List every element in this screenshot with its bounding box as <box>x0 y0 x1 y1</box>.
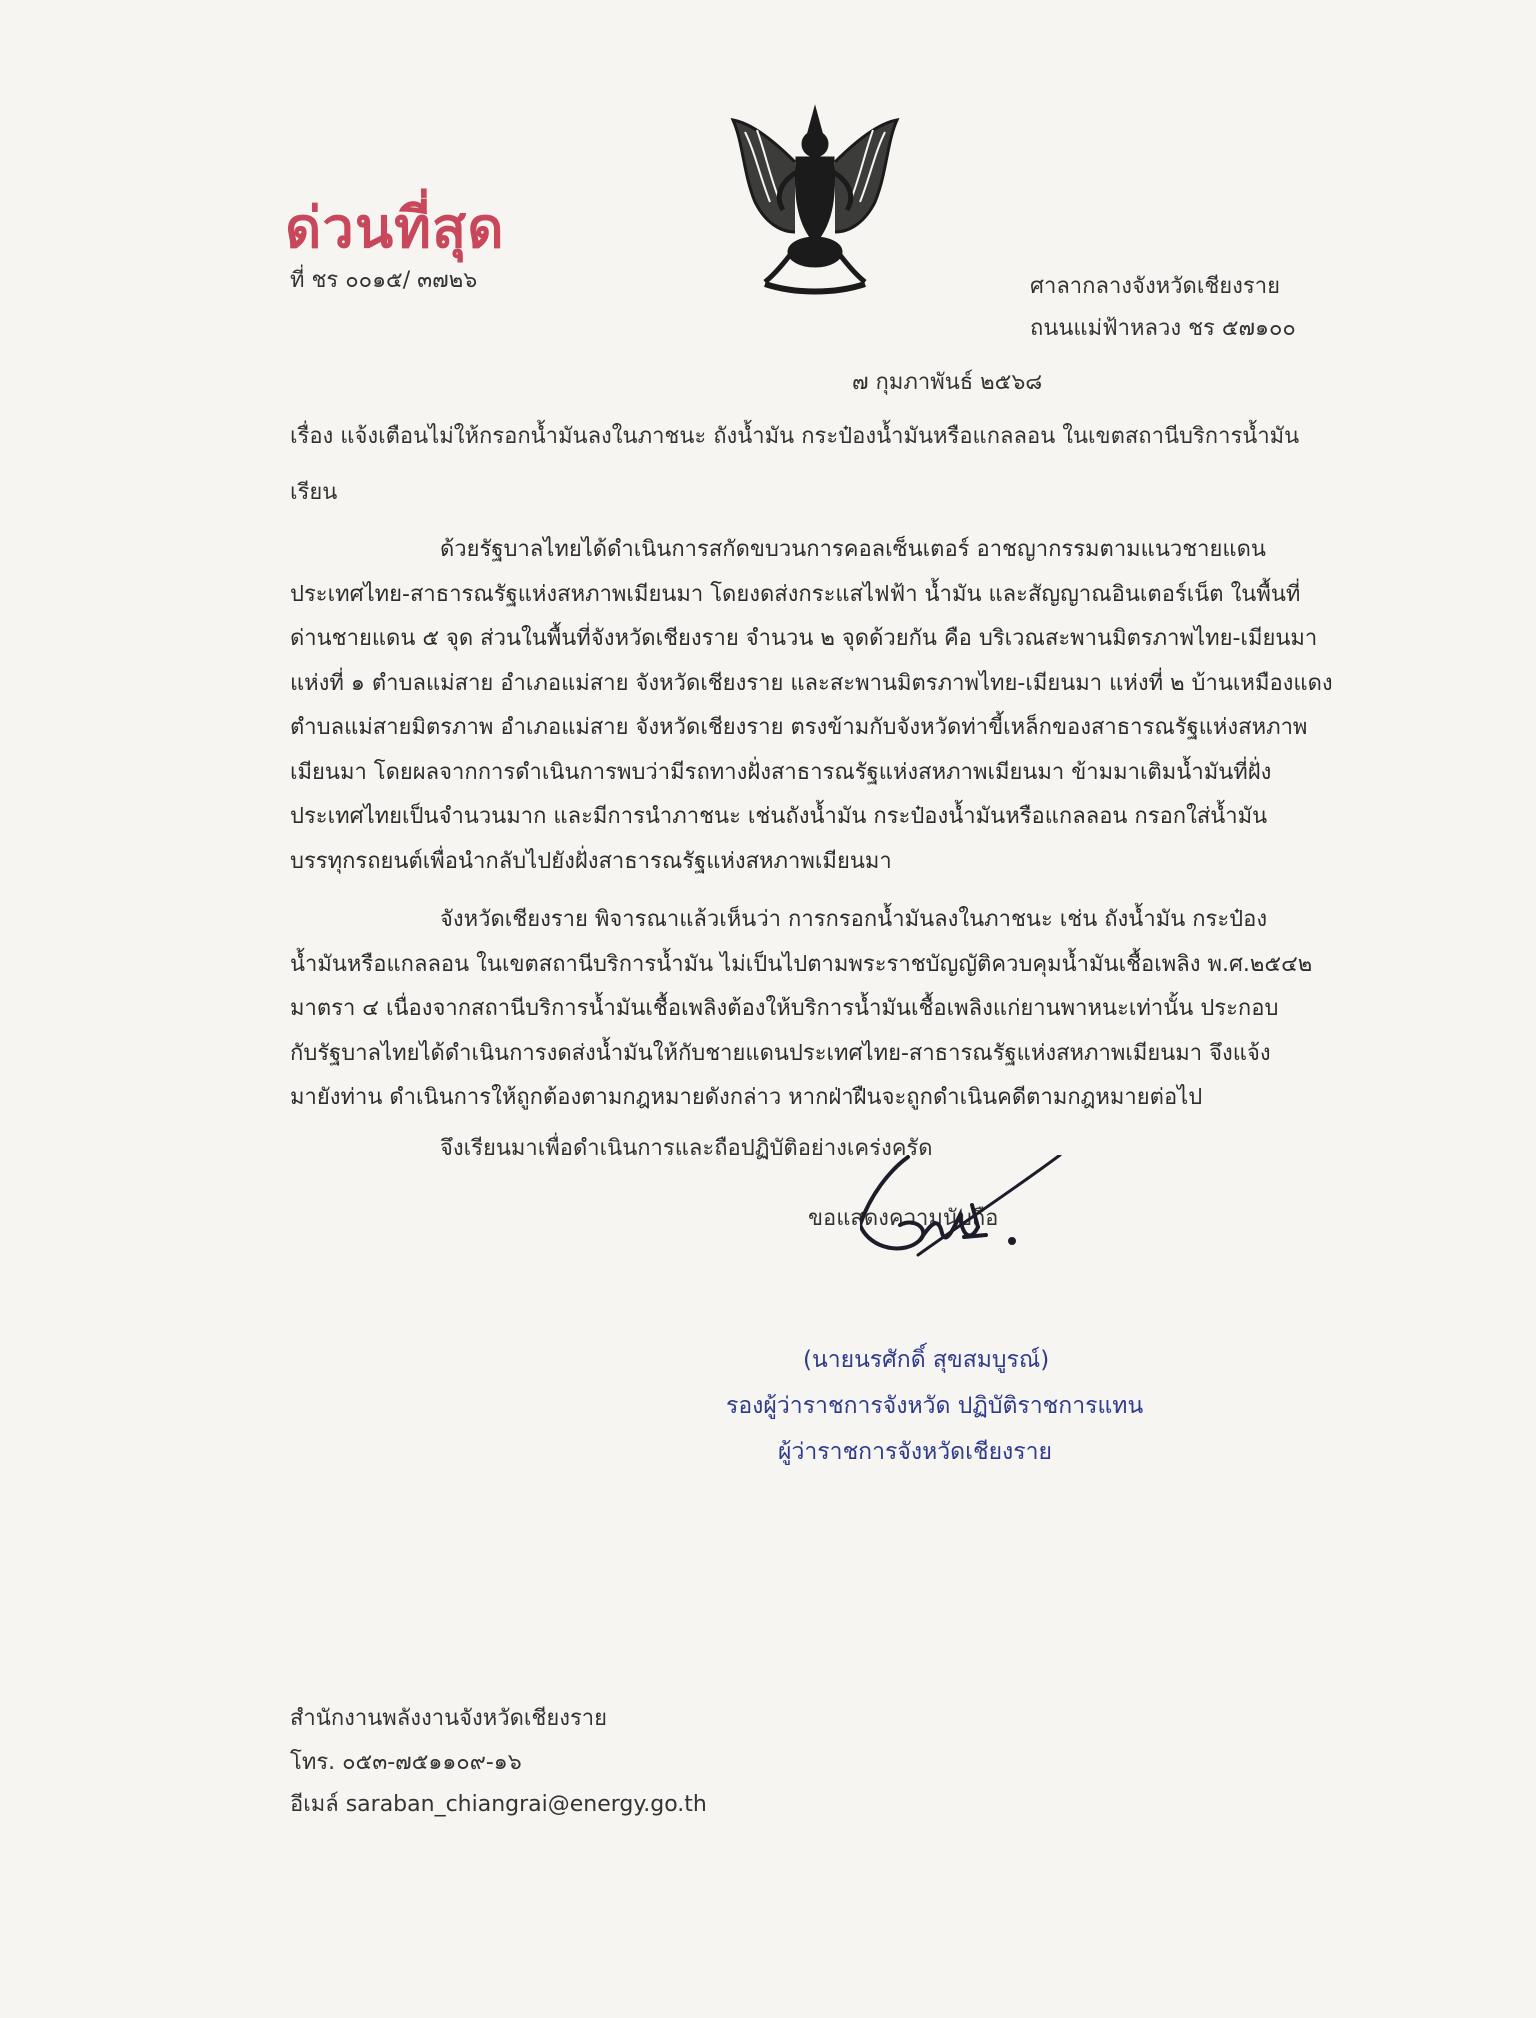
signatory-position-line2: ผู้ว่าราชการจังหวัดเชียงราย <box>778 1439 1053 1465</box>
body-paragraph-1 <box>290 528 1360 884</box>
complimentary-close: ขอแสดงความนับถือ <box>808 1206 999 1231</box>
paragraph-line: แห่งที่ ๑ ตำบลแม่สาย อำเภอแม่สาย จังหวัดเชียงราย และสะพานมิตรภาพไทย-เมียนมา แห่งที่ ๒ บ้านเหมืองแดง <box>290 670 1333 696</box>
reference-number: ที่ ชร ๐๐๑๕/ ๓๗๒๖ <box>290 268 478 293</box>
subject-line: เรื่อง แจ้งเตือนไม่ให้กรอกน้ำมันลงในภาชนะ ถังน้ำมัน กระป๋องน้ำมันหรือแกลลอน ในเขตสถานีบริการน้ำมัน <box>290 424 1300 449</box>
paragraph-line: มายังท่าน ดำเนินการให้ถูกต้องตามกฎหมายดังกล่าว หากฝ่าฝืนจะถูกดำเนินคดีตามกฎหมายต่อไป <box>290 1085 1203 1110</box>
office-address-line1: ศาลากลางจังหวัดเชียงราย <box>1030 274 1280 299</box>
paragraph-line: น้ำมันหรือแกลลอน ในเขตสถานีบริการน้ำมัน ไม่เป็นไปตามพระราชบัญญัติควบคุมน้ำมันเชื้อเพลิง พ.ศ.๒๕๔๒ <box>290 951 1313 977</box>
paragraph-line: บรรทุกรถยนต์เพื่อนำกลับไปยังฝั่งสาธารณรัฐแห่งสหภาพเมียนมา <box>290 848 892 874</box>
signature-icon <box>860 1155 1070 1285</box>
footer-email: อีเมล์ saraban_chiangrai@energy.go.th <box>290 1792 707 1817</box>
signatory-position-line1: รองผู้ว่าราชการจังหวัด ปฏิบัติราชการแทน <box>726 1393 1144 1419</box>
office-address-line2: ถนนแม่ฟ้าหลวง ชร ๕๗๑๐๐ <box>1030 316 1296 341</box>
paragraph-line: ตำบลแม่สายมิตรภาพ อำเภอแม่สาย จังหวัดเชียงราย ตรงข้ามกับจังหวัดท่าขี้เหล็กของสาธารณรัฐแห่งสหภาพ <box>290 715 1308 740</box>
urgency-stamp: ด่วนที่สุด <box>285 196 505 261</box>
paragraph-line: ด้วยรัฐบาลไทยได้ดำเนินการสกัดขบวนการคอลเซ็นเตอร์ อาชญากรรมตามแนวชายแดน <box>440 537 1266 562</box>
salutation: เรียน <box>290 480 338 505</box>
paragraph-line: ประเทศไทย-สาธารณรัฐแห่งสหภาพเมียนมา โดยงดส่งกระแสไฟฟ้า น้ำมัน และสัญญาณอินเตอร์เน็ต ในพื้นที่ <box>290 581 1301 607</box>
signatory-name: (นายนรศักดิ์ สุขสมบูรณ์) <box>803 1347 1050 1373</box>
footer-department: สำนักงานพลังงานจังหวัดเชียงราย <box>290 1706 608 1731</box>
letter-date: ๗ กุมภาพันธ์ ๒๕๖๘ <box>852 370 1043 395</box>
paragraph-line: มาตรา ๔ เนื่องจากสถานีบริการน้ำมันเชื้อเพลิงต้องให้บริการน้ำมันเชื้อเพลิงแก่ยานพาหนะเท่านั้น ประกอบ <box>290 996 1279 1021</box>
paragraph-line: ด่านชายแดน ๕ จุด ส่วนในพื้นที่จังหวัดเชียงราย จำนวน ๒ จุดด้วยกัน คือ บริเวณสะพานมิตรภาพไทย-เมียนมา <box>290 626 1318 651</box>
footer-phone: โทร. ๐๕๓-๗๕๑๑๐๙-๑๖ <box>290 1750 522 1775</box>
closing-request: จึงเรียนมาเพื่อดำเนินการและถือปฏิบัติอย่างเคร่งครัด <box>440 1136 933 1161</box>
paragraph-line: กับรัฐบาลไทยได้ดำเนินการงดส่งน้ำมันให้กับชายแดนประเทศไทย-สาธารณรัฐแห่งสหภาพเมียนมา จึงแจ้ง <box>290 1040 1271 1066</box>
paragraph-line: เมียนมา โดยผลจากการดำเนินการพบว่ามีรถทางฝั่งสาธารณรัฐแห่งสหภาพเมียนมา ข้ามมาเติมน้ำมันที่ฝั่ง <box>290 759 1272 785</box>
garuda-emblem-icon <box>725 102 905 298</box>
paragraph-line: ประเทศไทยเป็นจำนวนมาก และมีการนำภาชนะ เช่นถังน้ำมัน กระป๋องน้ำมันหรือแกลลอน กรอกใส่น้ำมัน <box>290 804 1268 829</box>
body-paragraph-2 <box>290 898 1360 1121</box>
paragraph-line: จังหวัดเชียงราย พิจารณาแล้วเห็นว่า การกรอกน้ำมันลงในภาชนะ เช่น ถังน้ำมัน กระป๋อง <box>440 907 1268 932</box>
